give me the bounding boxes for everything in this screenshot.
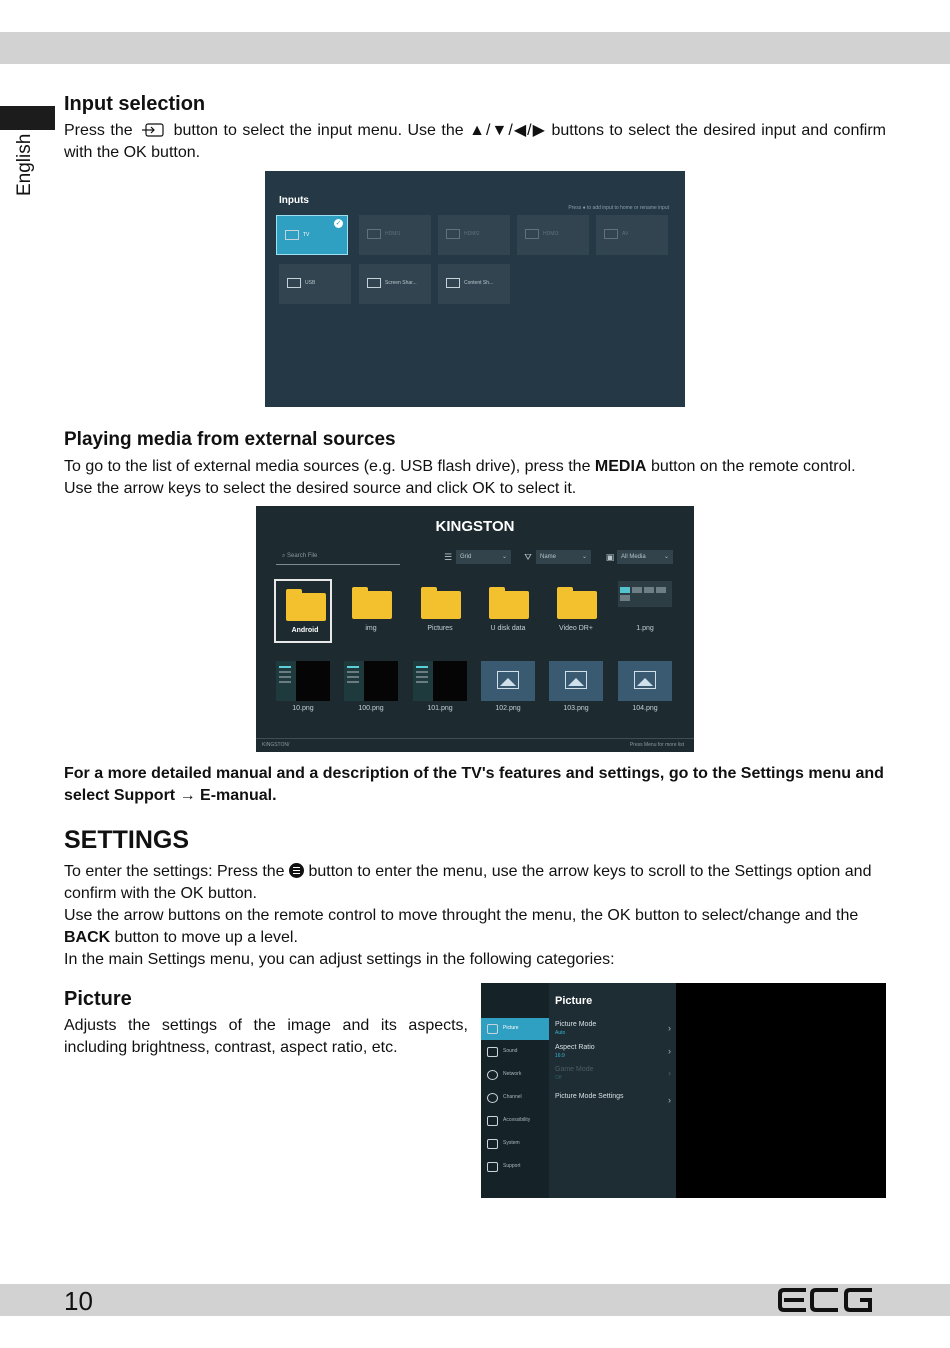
image-thumbnail <box>276 661 330 701</box>
sidebar-item-network[interactable]: Network <box>481 1064 549 1086</box>
view-dropdown[interactable]: Grid ⌄ <box>456 550 511 564</box>
picture-options-panel <box>549 983 676 1198</box>
menu-button-icon <box>289 863 304 878</box>
folder-icon <box>421 591 461 619</box>
check-icon: ✓ <box>335 220 342 227</box>
input-tile-usb[interactable]: USB <box>279 264 351 304</box>
input-tile-hdmi2[interactable]: HDMI2 <box>438 215 510 255</box>
image-thumbnail <box>344 661 398 701</box>
tv-icon <box>285 230 299 240</box>
sound-icon <box>487 1047 498 1057</box>
hdmi-icon <box>367 229 381 239</box>
inputs-hint: Press ● to add input to home or rename input <box>568 205 669 211</box>
hdmi-icon <box>525 229 539 239</box>
sidebar-item-support[interactable]: Support <box>481 1156 549 1178</box>
search-file-input[interactable]: ⌕ Search File <box>276 550 400 565</box>
picture-settings-screenshot <box>481 983 886 1198</box>
language-tab-marker <box>0 106 55 130</box>
header-bar <box>0 32 950 64</box>
support-icon <box>487 1162 498 1172</box>
chevron-down-icon: ⌄ <box>501 554 507 560</box>
file-item[interactable]: 10.png <box>274 659 332 723</box>
accessibility-icon <box>487 1116 498 1126</box>
image-placeholder-icon <box>481 661 535 701</box>
folder-icon <box>352 591 392 619</box>
picture-icon <box>487 1024 498 1034</box>
image-placeholder-icon <box>549 661 603 701</box>
input-tile-content-share[interactable]: Content Sh... <box>438 264 510 304</box>
media-browser-screenshot <box>256 506 694 752</box>
image-placeholder-icon <box>618 661 672 701</box>
picture-text: Adjusts the settings of the image and its aspects, including brightness, contrast, aspect ratio, etc. <box>64 1017 468 1056</box>
folder-item[interactable]: U disk data <box>479 579 537 643</box>
settings-heading: SETTINGS <box>64 826 190 854</box>
input-tile-hdmi1[interactable]: HDMI1 <box>359 215 431 255</box>
content-share-icon <box>446 278 460 288</box>
language-label: English <box>14 133 35 196</box>
input-tile-hdmi3[interactable]: HDMI3 <box>517 215 589 255</box>
system-icon <box>487 1139 498 1149</box>
media-text: To go to the list of external media sources (e.g. USB flash drive), press the MEDIA button on the remote control. Use the arrow keys to select the desired source and click OK to select it. <box>64 458 856 497</box>
folder-item[interactable]: Pictures <box>411 579 469 643</box>
option-game-mode[interactable]: Game Mode Off › <box>555 1066 671 1081</box>
page-number: 10 <box>64 1286 93 1316</box>
globe-icon <box>487 1070 498 1080</box>
input-selection-text: Press the button to select the input menu. Use the ▲/▼/◀/▶ buttons to select the desired input and confirm with the OK button. <box>64 122 886 161</box>
folder-item[interactable]: Android <box>274 579 332 643</box>
screen-share-icon <box>367 278 381 288</box>
option-aspect-ratio[interactable]: Aspect Ratio 16:9 › <box>555 1044 671 1059</box>
sidebar-item-channel[interactable]: Channel <box>481 1087 549 1109</box>
sort-dropdown[interactable]: Name ⌄ <box>536 550 591 564</box>
settings-sidebar <box>481 983 549 1198</box>
option-picture-mode-settings[interactable]: Picture Mode Settings › <box>555 1093 671 1105</box>
input-selection-heading: Input selection <box>64 93 206 115</box>
usb-icon <box>287 278 301 288</box>
image-thumbnail <box>618 581 672 607</box>
channel-icon <box>487 1093 498 1103</box>
folder-item[interactable]: Video DR+ <box>547 579 605 643</box>
input-tile-screen-share[interactable]: Screen Shar... <box>359 264 431 304</box>
file-item[interactable]: 104.png <box>616 659 674 723</box>
manual-note: For a more detailed manual and a description of the TV's features and settings, go to the Settings menu and select Support → E-manual. <box>64 765 884 804</box>
hdmi-icon <box>446 229 460 239</box>
input-tile-av[interactable]: AV <box>596 215 668 255</box>
input-source-icon <box>141 123 165 137</box>
av-icon <box>604 229 618 239</box>
chevron-right-icon: › <box>668 1095 671 1105</box>
inputs-title: Inputs <box>279 195 309 206</box>
sidebar-item-sound[interactable]: Sound <box>481 1041 549 1063</box>
settings-text: To enter the settings: Press the button to enter the menu, use the arrow keys to scroll to the Settings option and confirm with the OK button. Use the arrow buttons on the remote control to move throught the menu, the OK button to select/change and the BACK button to move up a level. In the main Settings menu, you can adjust settings in the following categories: <box>64 863 872 968</box>
chevron-right-icon: › <box>668 1068 671 1078</box>
file-item[interactable]: 102.png <box>479 659 537 723</box>
folder-icon <box>557 591 597 619</box>
chevron-down-icon: ⌄ <box>581 554 587 560</box>
sidebar-item-system[interactable]: System <box>481 1133 549 1155</box>
file-item[interactable]: 101.png <box>411 659 469 723</box>
chevron-right-icon: › <box>668 1046 671 1056</box>
file-item[interactable]: 1.png <box>616 579 674 643</box>
chevron-down-icon: ⌄ <box>663 554 669 560</box>
image-thumbnail <box>413 661 467 701</box>
folder-item[interactable]: img <box>342 579 400 643</box>
media-filter-dropdown[interactable]: All Media ⌄ <box>617 550 673 564</box>
sidebar-item-picture[interactable]: Picture <box>481 1018 549 1040</box>
file-item[interactable]: 100.png <box>342 659 400 723</box>
folder-icon <box>286 593 326 621</box>
media-type-icon: ▣ <box>605 552 615 562</box>
filter-icon: ⛛ <box>524 552 532 562</box>
sidebar-item-accessibility[interactable]: Accessibility <box>481 1110 549 1132</box>
option-picture-mode[interactable]: Picture Mode Auto › <box>555 1021 671 1036</box>
panel-title: Picture <box>555 995 593 1007</box>
media-device-title: KINGSTON <box>435 518 515 535</box>
picture-heading: Picture <box>64 988 132 1010</box>
ecg-logo <box>778 1286 874 1314</box>
chevron-right-icon: › <box>668 1023 671 1033</box>
file-item[interactable]: 103.png <box>547 659 605 723</box>
list-view-icon: ☰ <box>443 552 453 562</box>
input-tile-tv[interactable]: TV ✓ <box>276 215 348 255</box>
inputs-menu-screenshot <box>265 171 685 407</box>
folder-icon <box>489 591 529 619</box>
media-heading: Playing media from external sources <box>64 429 396 450</box>
path-bar: KINGSTON/ Press Menu for more list <box>256 738 694 752</box>
